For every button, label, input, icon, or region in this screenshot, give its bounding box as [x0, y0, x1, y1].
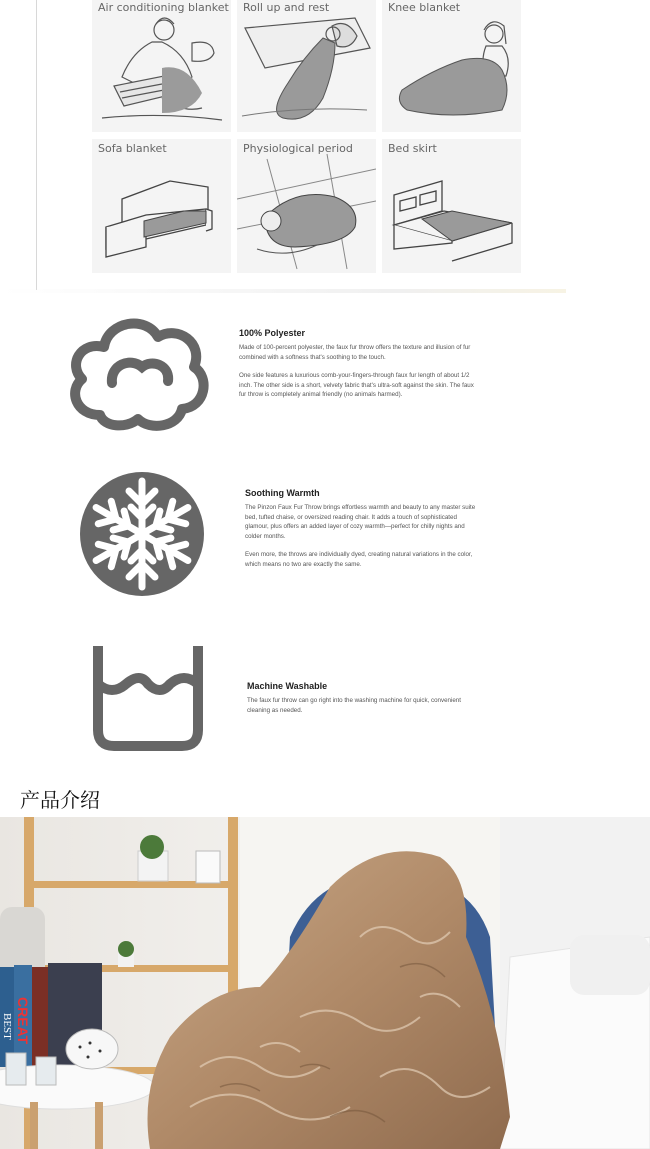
usage-label: Knee blanket: [388, 1, 461, 14]
product-photo: [0, 817, 650, 1149]
feature-title: Machine Washable: [247, 681, 328, 691]
usage-cell-roll-up: [237, 0, 376, 132]
book-spine-text: BEST: [1, 1013, 13, 1040]
usage-label: Sofa blanket: [98, 142, 167, 155]
bed-icon: [382, 139, 521, 273]
feature-title: 100% Polyester: [239, 328, 306, 338]
rolled-up-person-icon: [237, 139, 376, 273]
usage-label: Roll up and rest: [243, 1, 330, 14]
feature-paragraph: The faux fur throw can go right into the washing machine for quick, convenient cleaning as needed.: [247, 697, 461, 714]
person-wrapped-in-blanket-icon: [237, 0, 376, 132]
book-spine-text: CREAT: [15, 997, 31, 1045]
product-photo-illustration: [0, 817, 650, 1149]
snowflake-icon: [79, 471, 205, 597]
usage-cell-knee-blanket: [382, 0, 521, 132]
cloud-icon: [66, 315, 210, 431]
feature-paragraph: One side features a luxurious comb-your-fingers-through faux fur length of about 1/2 inch. The other side is a short, velvety fabric that's ultra-soft against the skin. The faux fur throw is completely animal friendly (no animals harmed).: [239, 372, 474, 399]
section-heading: 产品介绍: [20, 788, 100, 812]
feature-paragraph: The Pinzon Faux Fur Throw brings effortless warmth and beauty to any master suite bed, tufted chaise, or oversized reading chair. It adds a touch of sophisticated glamour, plus offers an added layer of cozy warmth—perfect for chilly nights and colder months.: [245, 504, 476, 540]
usage-label: Physiological period: [243, 142, 353, 155]
usage-label: Bed skirt: [388, 142, 437, 155]
person-reading-with-blanket-icon: [92, 0, 231, 132]
feature-paragraph: Made of 100-percent polyester, the faux fur throw offers the texture and illusion of fur combined with a softness that's soothing to the touch.: [239, 344, 471, 361]
usage-cell-sofa: [92, 139, 231, 273]
feature-paragraph: Even more, the throws are individually dyed, creating natural variations in the color, which means no two are exactly the same.: [245, 551, 473, 568]
usage-cell-air-conditioning: [92, 0, 231, 132]
sofa-icon: [92, 139, 231, 273]
wash-basin-icon: [92, 644, 204, 752]
left-divider-line: [36, 0, 37, 290]
feature-title: Soothing Warmth: [245, 488, 320, 498]
usage-label: Air conditioning blanket: [98, 1, 229, 14]
usage-cell-bed-skirt: [382, 139, 521, 273]
section-separator: [0, 289, 566, 293]
usage-cell-physiological: [237, 139, 376, 273]
blanket-over-knees-icon: [382, 0, 521, 132]
